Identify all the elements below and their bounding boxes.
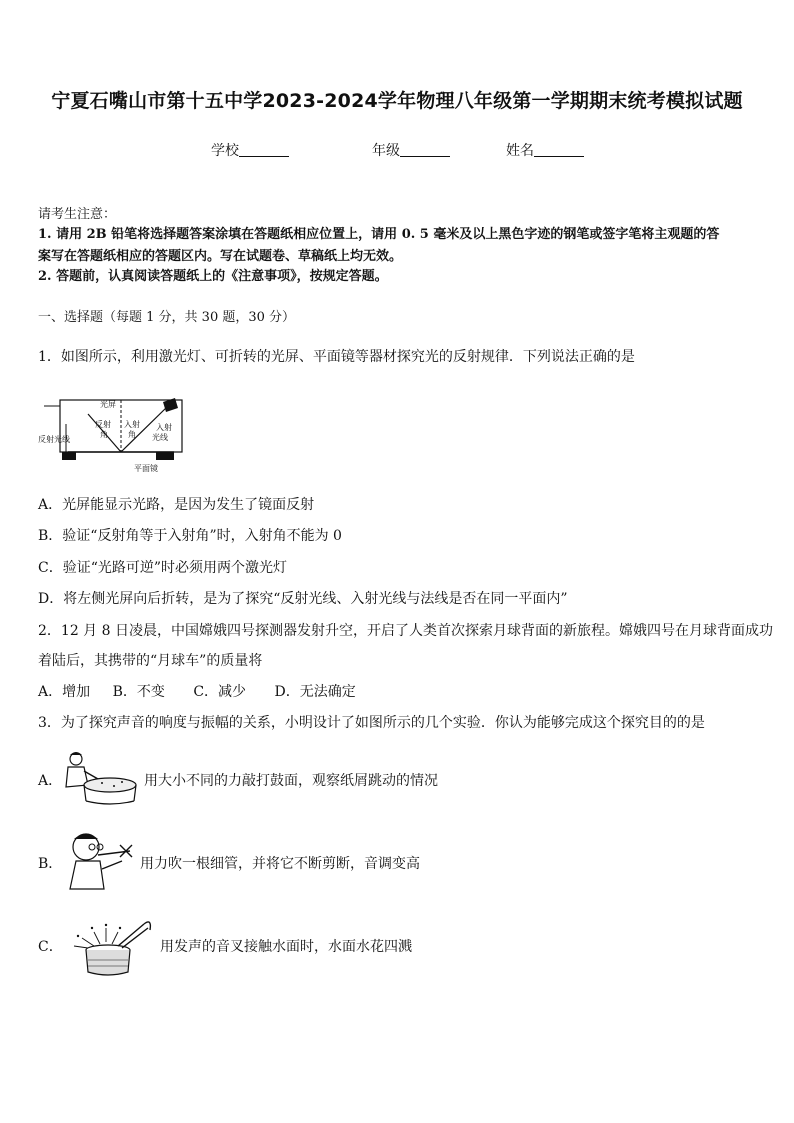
q3-option-b-label: B． xyxy=(38,856,63,872)
q1-reflection-diagram xyxy=(38,394,188,476)
q2-options xyxy=(38,681,356,701)
notice-item1-line1: 1. 请用 2B 铅笔将选择题答案涂填在答题纸相应位置上，请用 0. 5 毫米及以上黑色字迹的钢笔或签字笔将主观题的答 xyxy=(38,227,720,242)
exam-title: 宁夏石嘴山市第十五中学2023-2024学年物理八年级第一学期期末统考模拟试题 xyxy=(51,90,743,112)
q3-option-c-text: 用发声的音叉接触水面时，水面水花四溅 xyxy=(160,939,412,955)
reflect-angle-label-1: 反射 xyxy=(95,420,111,429)
q1-option-c: C．验证“光路可逆”时必须用两个激光灯 xyxy=(38,560,288,576)
drum-experiment-illustration xyxy=(62,749,142,805)
school-field xyxy=(211,140,289,160)
straw-experiment-illustration xyxy=(62,827,140,891)
grade-blank xyxy=(400,142,450,157)
incident-angle-label-1: 入射 xyxy=(124,420,140,429)
notice-item2: 2. 答题前，认真阅读答题纸上的《注意事项》，按规定答题。 xyxy=(38,269,388,284)
tuning-fork-experiment-illustration xyxy=(64,916,158,976)
incident-ray-label-1: 入射 xyxy=(156,423,172,432)
name-label: 姓名 xyxy=(506,143,534,159)
grade-field xyxy=(372,140,450,160)
q3-option-a-text: 用大小不同的力敲打鼓面，观察纸屑跳动的情况 xyxy=(144,773,438,789)
q1-option-b: B．验证“反射角等于入射角”时，入射角不能为 0 xyxy=(38,528,342,544)
q3-option-c-label: C． xyxy=(38,939,63,955)
q1-option-d: D．将左侧光屏向后折转，是为了探究“反射光线、入射光线与法线是否在同一平面内” xyxy=(38,591,568,607)
q2-option-b: B．不变 xyxy=(112,684,165,700)
grade-label: 年级 xyxy=(372,143,400,159)
incident-ray-label-2: 光线 xyxy=(152,433,168,442)
section1-heading: 一、选择题（每题 1 分，共 30 题，30 分） xyxy=(38,310,296,325)
school-blank xyxy=(239,142,289,157)
q3-option-b-text: 用力吹一根细管，并将它不断剪断，音调变高 xyxy=(140,856,420,872)
q2-option-c: C．减少 xyxy=(193,684,247,700)
q3-option-a-label: A． xyxy=(38,773,63,789)
name-blank xyxy=(534,142,584,157)
notice-item1-line2: 案写在答题纸相应的答题区内。写在试题卷、草稿纸上均无效。 xyxy=(38,249,403,264)
reflect-angle-label-2: 角 xyxy=(100,430,108,439)
q2-option-a: A．增加 xyxy=(38,684,91,700)
q3-stem: 3．为了探究声音的响度与振幅的关系，小明设计了如图所示的几个实验．你认为能够完成这个探究目的的是 xyxy=(38,715,705,731)
reflected-ray-label: 反射光线 xyxy=(38,435,70,444)
notice-heading: 请考生注意： xyxy=(38,207,117,222)
mirror-label: 平面镜 xyxy=(134,464,158,473)
q1-stem: 1．如图所示，利用激光灯、可折转的光屏、平面镜等器材探究光的反射规律．下列说法正确的是 xyxy=(38,349,635,365)
screen-label: 光屏 xyxy=(100,400,116,409)
name-field xyxy=(506,140,584,160)
incident-angle-label-2: 角 xyxy=(128,430,136,439)
q2-option-d: D．无法确定 xyxy=(274,684,356,700)
school-label: 学校 xyxy=(211,143,239,159)
q1-option-a: A．光屏能显示光路，是因为发生了镜面反射 xyxy=(38,497,315,513)
q2-stem-line2: 着陆后，其携带的“月球车”的质量将 xyxy=(38,653,263,669)
q2-stem-line1: 2．12 月 8 日凌晨，中国嫦娥四号探测器发射升空，开启了人类首次探索月球背面的新旅程。嫦娥四号在月球背面成功 xyxy=(38,623,773,639)
